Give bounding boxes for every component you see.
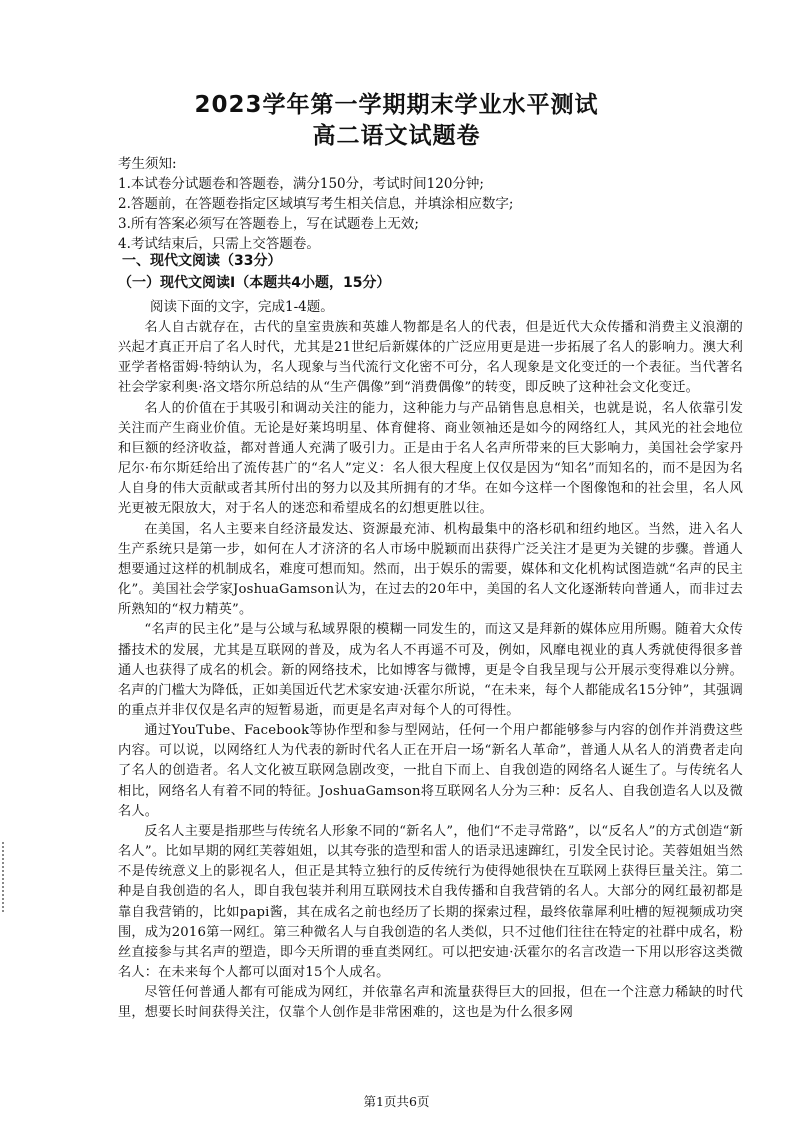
candidate-notice xyxy=(118,154,513,254)
passage-paragraph: 通过YouTube、Facebook等协作型和参与型网站，任何一个用户都能够参与内容的创作并消费这些内容。可以说，以网络红人为代表的新时代名人正在开启一场“新名人革命”，普通人从名人的消费者走向了名人的创造者。名人文化被互联网急剧改变，一批自下而上、自我创造的网络名人诞生了。与传统名人相比，网络名人有着不同的特征。JoshuaGamson将互联网名人分为三种：反名人、自我创造名人以及微名人。 xyxy=(118,723,743,819)
reading-instruction: 阅读下面的文字，完成1-4题。 xyxy=(150,299,334,315)
passage-paragraph: 名人自古就存在，古代的皇室贵族和英雄人物都是名人的代表，但是近代大众传播和消费主义浪潮的兴起才真正开启了名人时代，尤其是21世纪后新媒体的广泛应用更是进一步拓展了名人的影响力。澳大利亚学者格雷姆·特纳认为，名人现象与当代流行文化密不可分，名人现象是文化变迁的一个表征。当代著名社会学家利奥·洛文塔尔所总结的从“生产偶像”到“消费偶像”的转变，即反映了这种社会文化变迁。 xyxy=(118,320,743,396)
passage-paragraph: 尽管任何普通人都有可能成为网红，并依靠名声和流量获得巨大的回报，但在一个注意力稀缺的时代里，想要长时间获得关注，仅靠个人创作是非常困难的，这也是为什么很多网 xyxy=(118,985,743,1021)
passage-paragraph: 名人的价值在于其吸引和调动关注的能力，这种能力与产品销售息息相关，也就是说，名人依靠引发关注而产生商业价值。无论是好莱坞明星、体育健将、商业领袖还是如今的网络红人，其风光的社会地位和巨额的经济收益，都对普通人充满了吸引力。正是由于名人名声所带来的巨大影响力，美国社会学家丹尼尔·布尔斯廷给出了流传甚广的“名人”定义：名人很大程度上仅仅是因为“知名”而知名的，而不是因为名人自身的伟大贡献或者其所付出的努力以及其所拥有的才华。在如今这样一个图像饱和的社会里，名人风光更被无限放大，对于名人的迷恋和希望成名的幻想更胜以往。 xyxy=(118,400,743,517)
notice-item: 3.所有答案必须写在答题卷上，写在试题卷上无效; xyxy=(118,216,419,232)
notice-item: 2.答题前，在答题卷指定区域填写考生相关信息，并填涂相应数字; xyxy=(118,196,514,212)
exam-subtitle: 高二语文试题卷 xyxy=(312,123,481,149)
section-title: 一、现代文阅读（33分） xyxy=(122,253,282,269)
exam-title: 2023学年第一学期期末学业水平测试 xyxy=(194,92,599,118)
binding-margin-marks xyxy=(2,842,10,912)
passage-paragraph: 反名人主要是指那些与传统名人形象不同的“新名人”，他们“不走寻常路”，以“反名人”的方式创造“新名人”。比如早期的网红芙蓉姐姐，以其夸张的造型和雷人的语录迅速蹿红，引发全民讨论。芙蓉姐姐当然不是传统意义上的影视名人，但正是其特立独行的反传统行为使得她很快在互联网上获得巨量关注。第二种是自我创造的名人，即自我包装并利用互联网技术自我传播和自我营销的名人。大部分的网红最初都是靠自我营销的，比如papi酱，其在成名之前也经历了长期的探索过程，最终依靠犀利吐槽的短视频成功突围，成为2016第一网红。第三种微名人与自我创造的名人类似，只不过他们往往在特定的社群中成名，粉丝直接参与其名声的塑造，即今天所谓的垂直类网红。可以把安迪·沃霍尔的名言改造一下用以形容这类微名人：在未来每个人都可以面对15个人成名。 xyxy=(118,823,743,980)
notice-item: 1.本试卷分试题卷和答题卷，满分150分，考试时间120分钟; xyxy=(118,176,484,192)
page-number: 第1页共6页 xyxy=(363,1094,430,1109)
reading-passage xyxy=(118,318,743,1023)
passage-paragraph: 在美国，名人主要来自经济最发达、资源最充沛、机构最集中的洛杉矶和纽约地区。当然，进入名人生产系统只是第一步，如何在人才济济的名人市场中脱颖而出获得广泛关注才是更为关键的步骤。普通人想要通过这样的机制成名，难度可想而知。然而，出于娱乐的需要，媒体和文化机构试图造就“名声的民主化”。美国社会学家JoshuaGamson认为，在过去的20年中，美国的名人文化逐渐转向普通人，而非过去所熟知的“权力精英”。 xyxy=(118,521,743,618)
notice-item: 4.考试结束后，只需上交答题卷。 xyxy=(118,236,320,252)
passage-paragraph: “名声的民主化”是与公域与私域界限的模糊一同发生的，而这又是拜新的媒体应用所赐。随着大众传播技术的发展，尤其是互联网的普及，成为名人不再遥不可及，例如，风靡电视业的真人秀就使得很多普通人也获得了成名的机会。新的网络技术，比如博客与微博，更是令自我呈现与公开展示变得难以分辨。名声的门槛大为降低，正如美国近代艺术家安迪·沃霍尔所说，“在未来，每个人都能成名15分钟”，其强调的重点并非仅仅是名声的短暂易逝，而更是名声对每个人的可得性。 xyxy=(118,622,743,718)
notice-heading: 考生须知: xyxy=(118,156,177,172)
subsection-title: （一）现代文阅读Ⅰ（本题共4小题，15分） xyxy=(118,275,391,291)
